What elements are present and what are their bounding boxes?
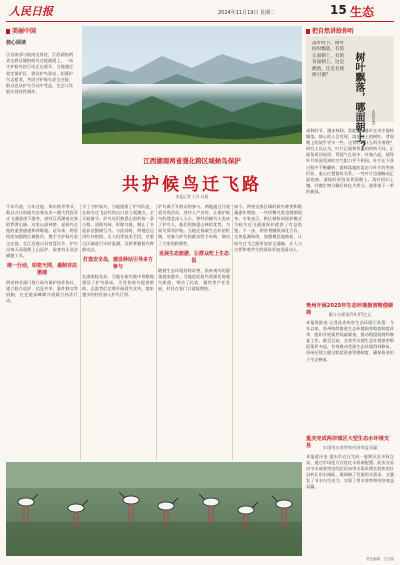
article-byline: 本报记者 王丹 孙超 (175, 194, 209, 199)
article-paragraph: 在湖南桂东县，当地在候鸟集中停歇地建设了护鸟驿站，为受伤候鸟提供救助。志愿者们定期开展爱鸟宣传，越来越多的村民加入护鸟行列。 (82, 273, 154, 298)
brief-body: 本报贵阳电 记者从贵州省生态环境厅获悉：今年以来，贵州持续推进生态环境损害赔偿制度改革，组织开展案件线索筛查，推动赔偿磋商和修复工作。截至目前，全省共办理生态环境损害赔偿案件多起，有效推动受损生态环境得到修复。贵州还建立健全赔偿资金管理制度，确保资金用于生态修复。 (306, 320, 394, 362)
wading-birds-image (6, 462, 302, 556)
article-headline: 共护候鸟迁飞路 (122, 175, 262, 195)
kicker-mark-icon (306, 29, 310, 34)
article-column-2 (82, 204, 154, 460)
article-paragraph: 两省林业部门签订候鸟保护协作协议，建立联合巡护、信息共享、案件移交等机制，在迁徙高峰期开展联合执法行动。 (6, 279, 78, 304)
issue-date: 2024年11月19日 星期二 (218, 10, 276, 16)
feature-author: 本报记者 (372, 110, 377, 126)
sidebar-kicker-label: 美丽中国 (12, 28, 37, 35)
masthead-rule (6, 21, 394, 22)
article-paragraph: 千年鸟道，万年迁徙。每年秋冬季节，数以万计的候鸟沿着东亚—澳大利西亚迁飞通道南下越冬，途经江西湖南交界的罗霄山脉。这里山高林密，是候鸟迁徙的重要通道和停歇地。近年来，两省持续加强跨区域协作，携手守护候鸟安全迁徙。在江西遂川县营盘圩乡，护鸟员每天清晨便上山巡护，检查有无非法捕猎工具。 (6, 204, 78, 258)
article-subhead: 发展生态旅游，让群众吃上生态饭 (158, 250, 229, 264)
newspaper-logo: 人民日报 (9, 5, 53, 18)
mountain-landscape-photo (82, 26, 302, 144)
article-column-1 (6, 204, 78, 460)
feature-body: 深秋时节，漫步林间，常能看见落叶在风中旋转飘落。细心的人会发现，落在地上的树叶，背面朝上的似乎更多一些。这背后有什么科学道理？研究人员认为，叶片正面和背面的结构不同，正面角质层较厚，背面气孔较多、叶脉凸起，使得叶片两面受到的空气阻力并不相同。叶片在下落过程中不断翻转，最终落地的姿态与叶片的弯曲形状、重心位置都有关系。一些叶片边缘略向正面卷曲，落地时更容易背面朝上。落叶回归土壤，经微生物分解后转化为养分，滋养着下一季的新绿。 (306, 128, 394, 194)
brief-subtitle: 累计办理案件0.07亿元 (328, 312, 372, 317)
feature-kicker-label: 把自然讲给你听 (312, 28, 355, 35)
brief-title: 贵州开展2025年生态环境损害赔偿磋商 (306, 303, 394, 316)
page-footer: 责任编辑：生态版 (366, 557, 394, 561)
column-divider (80, 204, 81, 460)
sidebar-subhead: 核心阅读 (6, 40, 27, 46)
article-paragraph: 为了守护候鸟，当地组建了护鸟队伍，在候鸟迁飞必经的山口设立观测点，全天候值守。护鸟员们熟悉山里的每一条小路，清理鸟网、拆除鸟铳，制止了多起非法猎捕行为。与此同时，两地还运用红外相机、无人机等技术手段，对重点区域进行实时监测，及时掌握候鸟种群动态。 (82, 204, 154, 252)
kicker-mark-icon (6, 29, 10, 34)
article-paragraph: 护鸟离不开群众的参与。两地通过开展爱鸟周活动、进村入户宣传，让保护候鸟的理念深入人心。曾经的捕鸟人变成了护鸟人，他们用熟悉山林的优势，为候鸟保驾护航。当地还探索生态补偿机制，对参与护鸟的群众给予补助，调动了大家的积极性。 (158, 204, 230, 246)
article-rubric: 江西湖南两省强化跨区域候鸟保护 (143, 157, 241, 165)
feature-kicker (306, 26, 394, 35)
brief-subtitle: 实现用水效率和经济效益双赢 (322, 445, 378, 450)
sidebar (6, 26, 76, 46)
brief-title: 重庆完成两岸城区大型生态水环境交易 (306, 436, 390, 449)
article-subhead: 统一行动，织密天网，遏制非法猎捕 (6, 262, 77, 276)
masthead (0, 0, 400, 20)
page-number: 15 (330, 3, 347, 17)
brief-body: 本报重庆电 重庆市近日完成一笔跨区县水权交易，通过市场化方式优化水资源配置。此次交易由节水成效突出的区县向用水需求增长较快的区县转让用水指标，既保障了发展用水需求，又激发了节水内生动力，实现了用水效率和经济效益双赢。 (306, 454, 394, 490)
wading-birds-photo (6, 462, 302, 556)
article-subhead: 打造安全岛，建设驿站引导多方参与 (82, 256, 153, 270)
article-paragraph: 随着生态环境持续改善，前来观鸟的游客越来越多。当地依托候鸟资源发展观鸟旅游，带动了民宿、餐饮等产业发展，村民在家门口就能增收。 (158, 267, 230, 291)
sidebar-kicker (6, 26, 76, 35)
column-divider (232, 204, 233, 460)
sidebar-lead: 江苏南部与皖南交界处，江西湖南两省交界区域的候鸟迁徙通道上，一场守护候鸟的行动正在展开。当地通过划定保护区、建设护鸟驿站、招募护鸟志愿者，共同守护候鸟安全迁徙，群众也从护鸟行动中受益，生态与发展实现良性循环。 (6, 52, 74, 95)
feature-column (306, 26, 394, 35)
article-paragraph: 如今，两省交界区域的候鸟种类和数量逐年增加，一些珍稀鸟类也频频现身。专家表示，跨区域协同保护模式为候鸟迁飞通道保护提供了有益借鉴。下一步，两省将继续深化合作，完善监测网络，加强栖息地修复，让候鸟迁飞之路更加安全通畅，让人与自然和谐共生的画卷更加美丽动人。 (234, 204, 302, 252)
article-column-3 (158, 204, 230, 460)
feature-intro: 落叶时节，树叶纷纷飘落，有的正面朝上，有的背面朝上。这是偶然，还是有规律可循？ (312, 41, 345, 79)
mountain-landscape-image (82, 26, 302, 144)
column-divider (156, 204, 157, 460)
section-name: 生态 (350, 5, 375, 19)
article-column-4 (234, 204, 302, 460)
feature-title: 树叶飘落，哪面朝上？ (353, 52, 364, 152)
